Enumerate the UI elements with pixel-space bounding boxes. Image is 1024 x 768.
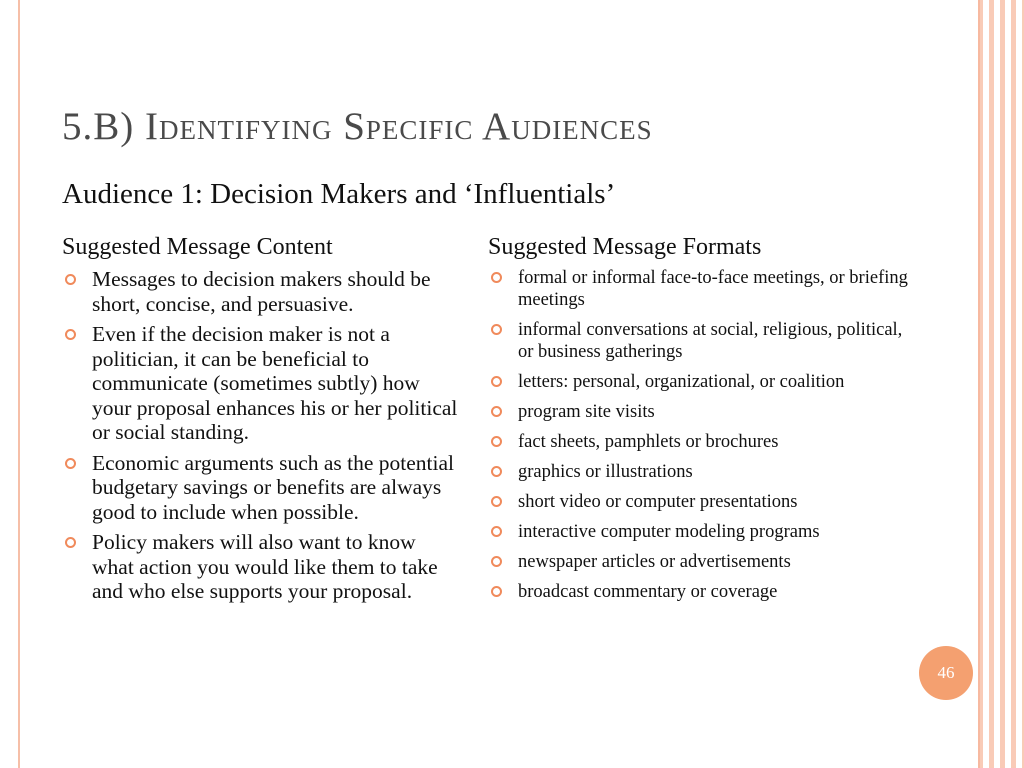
list-item <box>62 322 462 445</box>
message-formats-column <box>488 234 908 611</box>
list-item <box>488 267 908 311</box>
right-border-stripes <box>978 0 1024 768</box>
bullet-icon <box>491 586 502 597</box>
message-formats-heading: Suggested Message Formats <box>488 234 762 260</box>
list-item-text: broadcast commentary or coverage <box>518 582 778 602</box>
bullet-icon <box>65 537 76 548</box>
list-item <box>488 521 908 543</box>
bullet-icon <box>491 376 502 387</box>
list-item <box>488 401 908 423</box>
list-item <box>488 371 908 393</box>
list-item <box>62 267 462 316</box>
bullet-icon <box>491 526 502 537</box>
list-item-text: newspaper articles or advertisements <box>518 552 791 572</box>
bullet-icon <box>491 556 502 567</box>
bullet-icon <box>65 458 76 469</box>
list-item <box>488 431 908 453</box>
list-item-text: graphics or illustrations <box>518 462 693 482</box>
list-item <box>62 451 462 525</box>
left-border-line <box>18 0 20 768</box>
list-item <box>488 491 908 513</box>
list-item-text: formal or informal face-to-face meetings, or briefing meetings <box>518 268 908 310</box>
bullet-icon <box>491 406 502 417</box>
list-item <box>488 581 908 603</box>
page-number-badge: 46 <box>919 646 973 700</box>
message-content-heading: Suggested Message Content <box>62 234 333 260</box>
message-formats-list <box>488 267 908 603</box>
bullet-icon <box>491 436 502 447</box>
list-item-text: letters: personal, organizational, or coalition <box>518 372 845 392</box>
slide-title: 5.B) Identifying Specific Audiences <box>62 105 653 148</box>
bullet-icon <box>491 466 502 477</box>
list-item-text: Policy makers will also want to know what action you would like them to take and who else supports your proposal. <box>92 530 438 603</box>
list-item-text: informal conversations at social, religious, political, or business gatherings <box>518 320 903 362</box>
list-item <box>488 319 908 363</box>
bullet-icon <box>491 496 502 507</box>
list-item <box>488 461 908 483</box>
list-item-text: fact sheets, pamphlets or brochures <box>518 432 779 452</box>
list-item <box>62 530 462 604</box>
list-item-text: Even if the decision maker is not a politician, it can be beneficial to communicate (sometimes subtly) how your proposal enhances his or her political or social standing. <box>92 322 458 444</box>
bullet-icon <box>65 274 76 285</box>
bullet-icon <box>491 324 502 335</box>
list-item-text: short video or computer presentations <box>518 492 798 512</box>
slide-subtitle: Audience 1: Decision Makers and ‘Influentials’ <box>62 178 616 210</box>
list-item-text: Economic arguments such as the potential budgetary savings or benefits are always good to include when possible. <box>92 450 455 524</box>
list-item-text: Messages to decision makers should be short, concise, and persuasive. <box>92 267 431 316</box>
list-item <box>488 551 908 573</box>
bullet-icon <box>491 272 502 283</box>
message-content-column <box>62 234 462 610</box>
list-item-text: interactive computer modeling programs <box>518 522 820 542</box>
message-content-list <box>62 267 462 604</box>
bullet-icon <box>65 329 76 340</box>
list-item-text: program site visits <box>518 402 655 422</box>
